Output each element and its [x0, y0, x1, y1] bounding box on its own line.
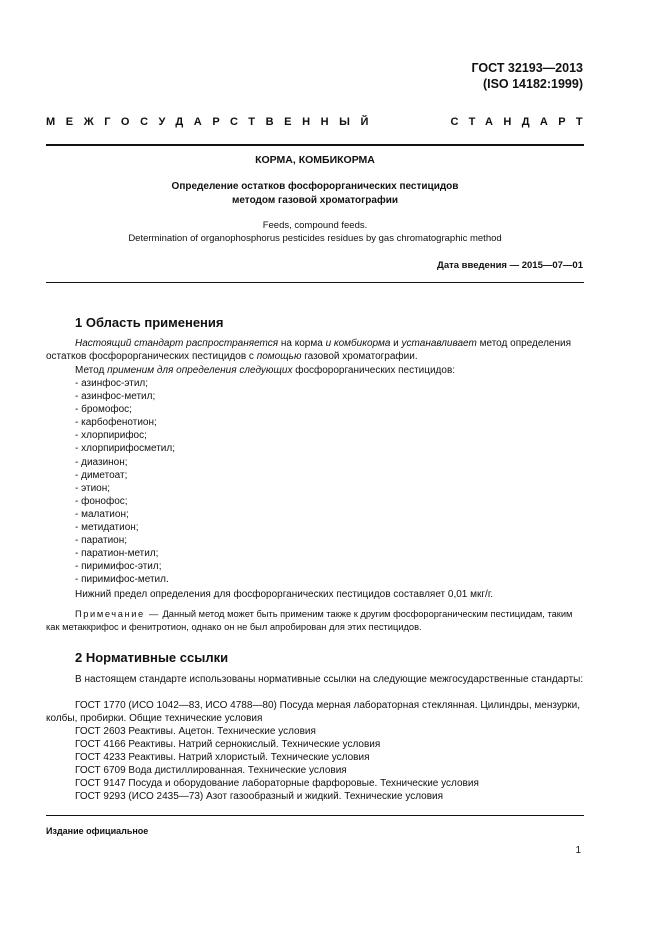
list-item: - бромофос;	[75, 404, 132, 416]
document-code	[471, 60, 583, 92]
iso-number: (ISO 14182:1999)	[482, 77, 583, 91]
header-rule	[46, 144, 584, 146]
intro-rule	[46, 282, 584, 283]
references-intro: В настоящем стандарте использованы нормативные ссылки на следующие межгосударственные стандарты:	[75, 674, 584, 685]
subtitle-line-1: Определение остатков фосфорорганических пестицидов	[171, 181, 459, 192]
list-item: - фонофос;	[75, 495, 128, 507]
official-edition-label: Издание официальное	[46, 826, 149, 836]
list-item: - метидатион;	[75, 522, 139, 534]
gost-number: ГОСТ 32193—2013	[471, 61, 583, 75]
list-item: - хлорпирифосметил;	[75, 443, 175, 455]
note-paragraph	[46, 608, 584, 634]
banner-word-interstate: МЕЖГОСУДАРСТВЕННЫЙ	[46, 116, 380, 128]
page-number: 1	[575, 845, 581, 856]
references-list	[46, 699, 584, 803]
note-label: Примечание —	[75, 609, 160, 619]
reference-item: ГОСТ 9293 (ИСО 2435—73) Азот газообразный и жидкий. Технические условия	[75, 791, 444, 802]
banner-word-standard: СТАНДАРТ	[450, 116, 593, 128]
list-item: - диметоат;	[75, 469, 128, 481]
method-text-b: применим для определения следующих	[107, 365, 293, 376]
english-title-line-2: Determination of organophosphorus pesticides residues by gas chromatographic method	[128, 233, 502, 244]
list-item: - хлорпирифос;	[75, 430, 147, 442]
method-paragraph	[46, 364, 584, 377]
reference-item: ГОСТ 6709 Вода дистиллированная. Технические условия	[75, 765, 347, 776]
document-title: КОРМА, КОМБИКОРМА	[255, 154, 375, 166]
english-title-line-1: Feeds, compound feeds.	[262, 220, 368, 231]
scope-text-g: помощью	[256, 351, 302, 362]
detection-limit: Нижний предел определения для фосфорорганических пестицидов составляет 0,01 мкг/г.	[75, 589, 494, 600]
scope-text-d: и	[390, 338, 402, 349]
english-title	[46, 219, 584, 245]
section-1-heading: 1 Область применения	[75, 315, 224, 330]
scope-text-c: и комбикорма	[325, 338, 391, 349]
note-text: Данный метод может быть применим также к другим фосфорорганическим пестицидам, таким как метаккрифос и фенитротион, однако он не был апробирован для этих пестицидов.	[46, 609, 573, 632]
list-item: - азинфос-этил;	[75, 378, 149, 389]
scope-text-b: на корма	[278, 338, 326, 349]
document-subtitle	[46, 180, 584, 208]
list-item: - азинфос-метил;	[75, 391, 156, 403]
section-2-heading: 2 Нормативные ссылки	[75, 650, 229, 665]
scope-text-e: устанавливает	[401, 338, 477, 349]
method-text-a: Метод	[75, 365, 108, 376]
subtitle-line-2: методом газовой хроматографии	[231, 195, 399, 206]
list-item: - малатион;	[75, 508, 129, 520]
reference-item: ГОСТ 4233 Реактивы. Натрий хлористый. Технические условия	[75, 752, 370, 763]
reference-item: ГОСТ 9147 Посуда и оборудование лабораторные фарфоровые. Технические условия	[75, 778, 479, 789]
list-item: - диазинон;	[75, 456, 128, 468]
method-text-c: фосфорорганических пестицидов:	[292, 365, 456, 376]
list-item: - пиримифос-метил.	[75, 574, 169, 586]
scope-text-h: газовой хроматографии.	[301, 351, 418, 362]
introduction-date: Дата введения — 2015—07—01	[437, 260, 583, 271]
list-item: - паратион-метил;	[75, 548, 159, 560]
list-item: - паратион;	[75, 535, 128, 547]
reference-item: ГОСТ 4166 Реактивы. Натрий сернокислый. Технические условия	[75, 739, 381, 750]
scope-text-f: метод определения остатков фосфорорганических пестицидов с	[46, 338, 571, 362]
scope-text-a: Настоящий стандарт распространяется	[75, 338, 279, 349]
list-item: - пиримифос-этил;	[75, 561, 162, 573]
reference-item: ГОСТ 2603 Реактивы. Ацетон. Технические условия	[75, 726, 316, 737]
reference-item: ГОСТ 1770 (ИСО 1042—83, ИСО 4788—80) Посуда мерная лабораторная стеклянная. Цилиндры, мензурки, колбы, пробирки. Общие технические условия	[46, 700, 581, 724]
pesticide-list	[75, 377, 175, 587]
list-item: - карбофенотион;	[75, 417, 157, 429]
footer-rule	[46, 815, 584, 816]
list-item: - этион;	[75, 482, 111, 494]
scope-paragraph	[46, 337, 584, 363]
